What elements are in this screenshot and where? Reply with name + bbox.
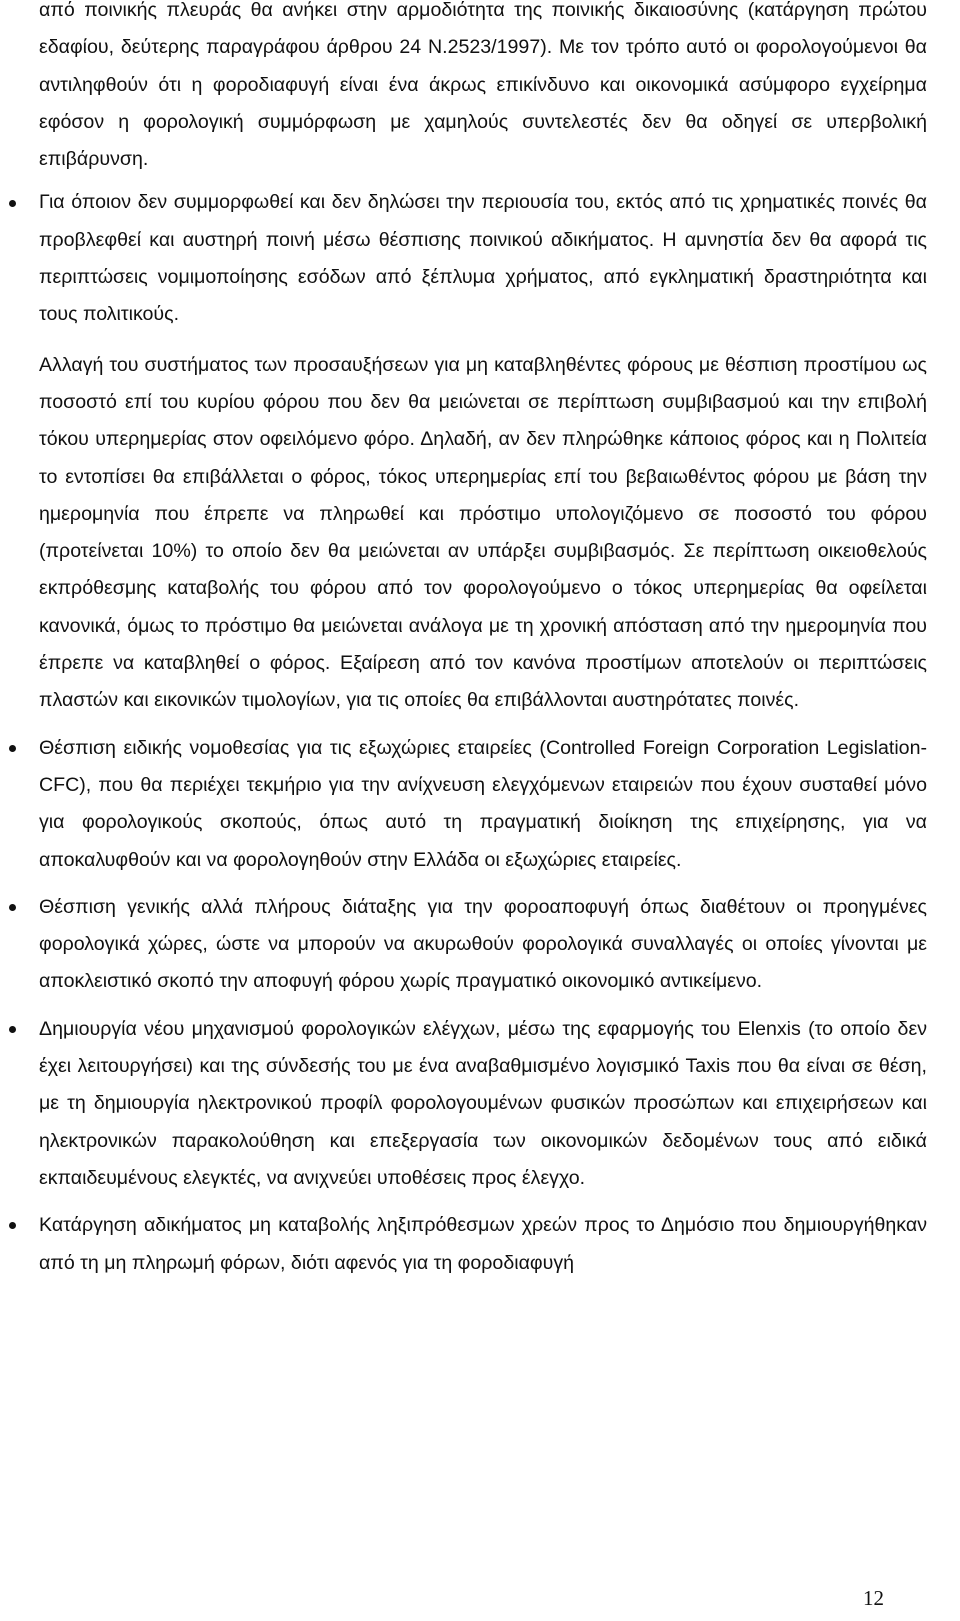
page-number: 12 <box>863 1586 884 1610</box>
bullet-icon <box>6 1207 18 1244</box>
bullet-icon <box>6 730 18 767</box>
bullet-item-cfc-legislation <box>39 730 927 879</box>
bullet-icon <box>6 1011 18 1048</box>
bullet-paragraph: Θέσπιση ειδικής νομοθεσίας για τις εξωχώριες εταιρείες (Controlled Foreign Corporation Legislation-CFC), που θα περιέχει τεκμήριο για την ανίχνευση ελεγχόμενων εταιρειών που έχουν συσταθεί μόνο για φορολογικούς σκοπούς, όπως αυτό τη πραγματική διοίκηση της επιχείρησης, για να αποκαλυφθούν και να φορολογηθούν στην Ελλάδα οι εξωχώριες εταιρείες. <box>39 736 927 871</box>
bullet-paragraph: Αλλαγή του συστήματος των προσαυξήσεων για μη καταβληθέντες φόρους με θέσπιση προστίμου ως ποσοστό επί του κυρίου φόρου που δεν θα μειώνεται σε περίπτωση συμβιβασμού και την επιβολή τόκου υπερημερίας στον οφειλόμενο φόρο. Δηλαδή, αν δεν πληρώθηκε κάποιος φόρος και η Πολιτεία το εντοπίσει θα επιβάλλεται ο φόρος, τόκος υπερημερίας επί του βεβαιωθέντος φόρου με βάση την ημερομηνία που έπρεπε να πληρωθεί και πρόστιμο υπολογιζόμενο σε ποσοστό του φόρου (προτείνεται 10%) το οποίο δεν θα μειώνεται αν υπάρξει συμβιβασμός. Σε περίπτωση οικειοθελούς εκπρόθεσμης καταβολής του φόρου από τον φορολογούμενο ο τόκος υπερημερίας θα οφείλεται κανονικά, όμως το πρόστιμο θα μειώνεται ανάλογα με τη χρονική απόσταση από την ημερομηνία που έπρεπε να καταβληθεί ο φόρος. Εξαίρεση από τον κανόνα προστίμων αποτελούν οι περιπτώσεις πλαστών και εικονικών τιμολογίων, για τις οποίες θα επιβάλλονται αυστηρότατες ποινές. <box>39 353 927 712</box>
bullet-item-audit-mechanism <box>39 1011 927 1197</box>
document-body <box>39 0 927 1282</box>
bullet-icon <box>6 184 18 221</box>
bullet-paragraph: Θέσπιση γενικής αλλά πλήρους διάταξης για την φοροαποφυγή όπως διαθέτουν οι προηγμένες φορολογικά χώρες, ώστε να μπορούν να ακυρωθούν φορολογικά συναλλαγές οι οποίες γίνονται με αποκλειστικό σκοπό την αποφυγή φόρου χωρίς πραγματικό οικονομικό αντικείμενο. <box>39 895 927 993</box>
bullet-paragraph: Κατάργηση αδικήματος μη καταβολής ληξιπρόθεσμων χρεών προς το Δημόσιο που δημιουργήθηκαν από τη μη πληρωμή φόρων, διότι αφενός για τη φοροδιαφυγή <box>39 1214 927 1274</box>
bullet-item-debt-offense <box>39 1207 927 1282</box>
bullet-paragraph: Για όποιον δεν συμμορφωθεί και δεν δηλώσει την περιουσία του, εκτός από τις χρηματικές ποινές θα προβλεφθεί και αυστηρή ποινή μέσω θέσπισης ποινικού αδικήματος. Η αμνηστία δεν θα αφορά τις περιπτώσεις νομιμοποίησης εσόδων από ξέπλυμα χρήματος, από εγκληματική δραστηριότητα και τους πολιτικούς. <box>39 191 927 326</box>
intro-paragraph: από ποινικής πλευράς θα ανήκει στην αρμοδιότητα της ποινικής δικαιοσύνης (κατάργηση πρώτου εδαφίου, δεύτερης παραγράφου άρθρου 24 Ν.2523/1997). Με τον τρόπο αυτό οι φορολογούμενοι θα αντιληφθούν ότι η φοροδιαφυγή είναι ένα άκρως επικίνδυνο και οικονομικά ασύμφορο εγχείρημα εφόσον η φορολογική συμμόρφωση με χαμηλούς συντελεστές δεν θα οδηγεί σε υπερβολική επιβάρυνση. <box>39 0 927 171</box>
bullet-icon <box>6 889 18 926</box>
bullet-item-tax-avoidance <box>39 889 927 1001</box>
bullet-item-criminal-offense <box>39 184 927 719</box>
bullet-paragraph: Δημιουργία νέου μηχανισμού φορολογικών ελέγχων, μέσω της εφαρμογής του Elenxis (το οποίο δεν έχει λειτουργήσει) και της σύνδεσής του με ένα αναβαθμισμένο λογισμικό Taxis που θα είναι σε θέση, με τη δημιουργία ηλεκτρονικού προφίλ φορολογουμένων φυσικών προσώπων και επιχειρήσεων και ηλεκτρονικών παρακολούθηση και επεξεργασία των οικονομικών δεδομένων τους από ειδικά εκπαιδευμένους ελεγκτές, να ανιχνεύει υποθέσεις προς έλεγχο. <box>39 1017 927 1189</box>
